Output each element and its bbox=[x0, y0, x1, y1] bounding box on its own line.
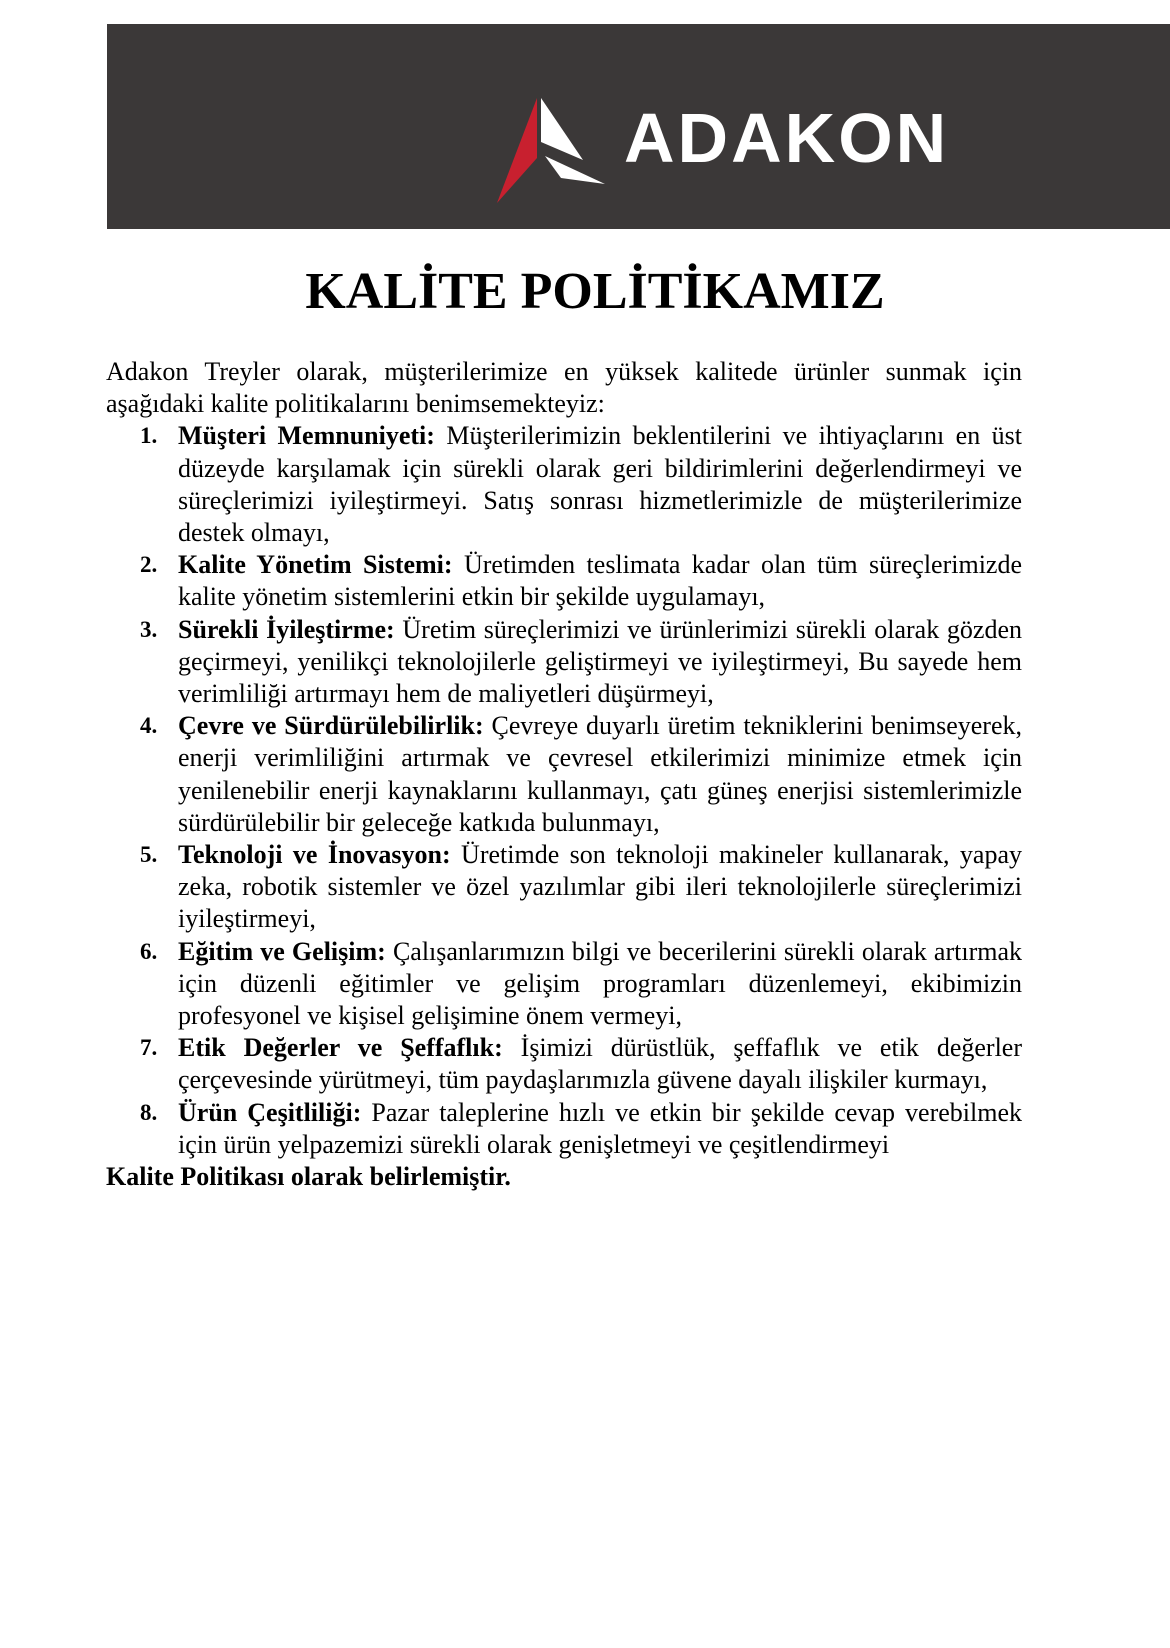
policy-item bbox=[106, 1032, 1022, 1096]
brand-name: ADAKON bbox=[624, 99, 950, 177]
policy-item bbox=[106, 549, 1022, 613]
adakon-logo-icon bbox=[497, 98, 617, 203]
header-banner bbox=[107, 24, 1170, 229]
policy-heading: Ürün Çeşitliliği: bbox=[178, 1097, 362, 1127]
policy-text: Çalışanlarımızın bilgi ve becerilerini sürekli olarak artırmak için düzenli eğitimler ve gelişim programları düzenlemeyi, ekibimizin profesyonel ve kişisel gelişimine önem vermeyi, bbox=[178, 936, 1022, 1031]
logo-red-shape bbox=[497, 98, 537, 203]
policy-heading: Etik Değerler ve Şeffaflık: bbox=[178, 1033, 503, 1063]
policy-text: İşimizi dürüstlük, şeffaflık ve etik değerler çerçevesinde yürütmeyi, tüm paydaşlarımızla güvene dayalı ilişkiler kurmayı, bbox=[178, 1033, 1022, 1095]
policy-number: 5. bbox=[140, 842, 158, 868]
policy-item bbox=[106, 936, 1022, 1033]
policy-item bbox=[106, 839, 1022, 936]
policy-item bbox=[106, 1097, 1022, 1161]
policy-number: 8. bbox=[140, 1099, 158, 1125]
policy-heading: Çevre ve Sürdürülebilirlik: bbox=[178, 711, 484, 741]
page-title: KALİTE POLİTİKAMIZ bbox=[305, 263, 885, 320]
policy-number: 1. bbox=[140, 423, 158, 449]
policy-text: Üretimden teslimata kadar olan tüm süreçlerimizde kalite yönetim sistemlerini etkin bir şekilde uygulamayı, bbox=[178, 550, 1022, 612]
document-body bbox=[106, 356, 1022, 1193]
policy-number: 2. bbox=[140, 552, 158, 578]
policy-list bbox=[106, 420, 1022, 1161]
policy-number: 6. bbox=[140, 938, 158, 964]
closing-statement: Kalite Politikası olarak belirlemiştir. bbox=[106, 1162, 511, 1192]
policy-number: 7. bbox=[140, 1035, 158, 1061]
policy-heading: Teknoloji ve İnovasyon: bbox=[178, 840, 451, 870]
policy-item bbox=[106, 614, 1022, 711]
policy-item bbox=[106, 420, 1022, 549]
policy-text: Üretim süreçlerimizi ve ürünlerimizi sürekli olarak gözden geçirmeyi, yenilikçi teknolojilerle geliştirmeyi ve iyileştirmeyi, Bu sayede hem verimliliği artırmayı hem de maliyetleri düşürmeyi, bbox=[178, 614, 1022, 709]
policy-text: Üretimde son teknoloji makineler kullanarak, yapay zeka, robotik sistemler ve özel yazılımlar gibi ileri teknolojilerle süreçlerimizi iyileştirmeyi, bbox=[178, 840, 1022, 934]
policy-text: Çevreye duyarlı üretim tekniklerini benimseyerek, enerji verimliliğini artırmak ve çevresel etkilerimizi minimize etmek için yenilenebilir enerji kaynaklarını kullanmayı, çatı güneş enerjisi sistemlerimizle sürdürülebilir bir geleceğe katkıda bulunmayı, bbox=[178, 711, 1023, 837]
policy-heading: Kalite Yönetim Sistemi: bbox=[178, 550, 453, 580]
intro-paragraph: Adakon Treyler olarak, müşterilerimize en yüksek kalitede ürünler sunmak için aşağıdaki kalite politikalarını benimsemekteyiz: bbox=[106, 357, 1022, 419]
policy-heading: Müşteri Memnuniyeti: bbox=[178, 421, 435, 451]
policy-number: 3. bbox=[140, 616, 158, 642]
logo-white-shape bbox=[541, 98, 583, 160]
policy-text: Pazar taleplerine hızlı ve etkin bir şekilde cevap verebilmek için ürün yelpazemizi sürekli olarak genişletmeyi ve çeşitlendirmeyi bbox=[178, 1097, 1022, 1159]
policy-heading: Eğitim ve Gelişim: bbox=[178, 936, 386, 966]
policy-heading: Sürekli İyileştirme: bbox=[178, 614, 395, 644]
policy-item bbox=[106, 710, 1022, 839]
logo-white-accent bbox=[545, 156, 605, 184]
policy-number: 4. bbox=[140, 713, 158, 739]
policy-text: Müşterilerimizin beklentilerini ve ihtiyaçlarını en üst düzeyde karşılamak için sürekli olarak geri bildirimlerini değerlendirmeyi ve süreçlerimizi iyileştirmeyi. Satış sonrası hizmetlerimizle de müşterilerimize destek olmayı, bbox=[178, 421, 1023, 548]
